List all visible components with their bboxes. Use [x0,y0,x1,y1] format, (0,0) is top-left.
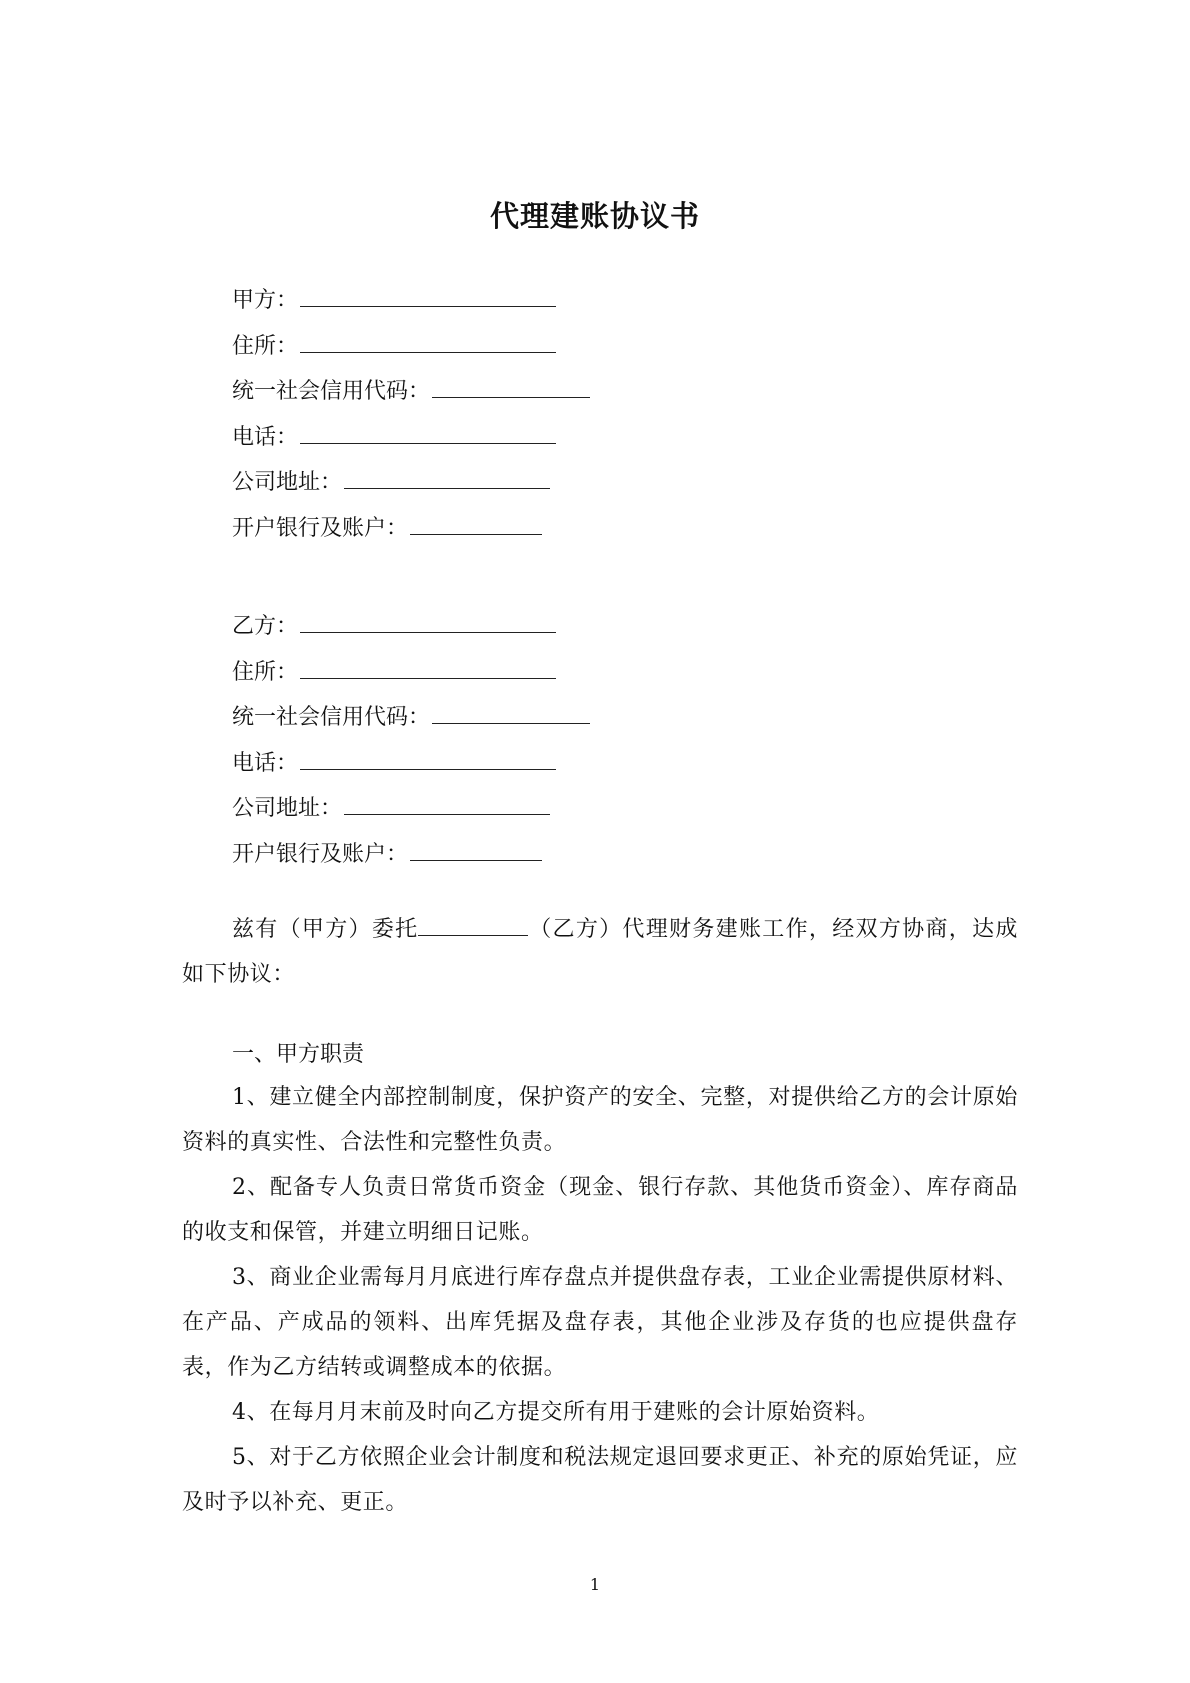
party-b-credit-code-label: 统一社会信用代码： [232,705,431,730]
party-b-company-address-field [232,792,550,824]
party-a-credit-code-field [232,375,590,407]
party-b-phone-label: 电话： [232,751,299,776]
section1-item-3: 3、商业企业需每月月底进行库存盘点并提供盘存表，工业企业需提供原材料、在产品、产成品的领料、出库凭据及盘存表，其他企业涉及存货的也应提供盘存表，作为乙方结转或调整成本的依据。 [182,1265,1018,1380]
section1-heading: 一、甲方职责 [232,1042,365,1067]
party-a-credit-code-blank[interactable] [432,375,590,398]
party-b-credit-code-blank[interactable] [432,701,590,724]
party-a-name-label: 甲方： [232,288,299,313]
party-a-name-blank[interactable] [300,284,556,307]
party-a-phone-label: 电话： [232,425,299,450]
party-a-bank-account-field [232,512,542,544]
party-b-phone-field [232,747,556,779]
party-a-name-field [232,284,556,316]
party-b-phone-blank[interactable] [300,747,556,770]
party-b-name-label: 乙方： [232,614,299,639]
party-b-address-field [232,656,556,688]
intro-part1: 兹有（甲方）委托 [232,917,419,942]
party-a-bank-account-label: 开户银行及账户： [232,516,409,541]
section1-item-4: 4、在每月月末前及时向乙方提交所有用于建账的会计原始资料。 [232,1400,880,1425]
section1-item-1: 1、建立健全内部控制制度，保护资产的安全、完整，对提供给乙方的会计原始资料的真实性、合法性和完整性负责。 [182,1085,1018,1155]
party-b-company-address-label: 公司地址： [232,796,343,821]
party-b-company-address-blank[interactable] [344,792,550,815]
party-a-address-field [232,330,556,362]
party-b-address-blank[interactable] [300,656,556,679]
party-b-credit-code-field [232,701,590,733]
party-a-phone-field [232,421,556,453]
party-a-company-address-blank[interactable] [344,466,550,489]
party-b-bank-account-label: 开户银行及账户： [232,842,409,867]
party-a-company-address-label: 公司地址： [232,470,343,495]
page-number: 1 [589,1575,601,1594]
section1-item-2: 2、配备专人负责日常货币资金（现金、银行存款、其他货币资金）、库存商品的收支和保管，并建立明细日记账。 [182,1175,1018,1245]
party-b-name-field [232,610,556,642]
intro-paragraph [182,907,1018,997]
party-a-company-address-field [232,466,550,498]
document-title: 代理建账协议书 [489,199,700,233]
party-a-phone-blank[interactable] [300,421,556,444]
section1-item-5: 5、对于乙方依照企业会计制度和税法规定退回要求更正、补充的原始凭证，应及时予以补充、更正。 [182,1445,1018,1515]
intro-part2: （乙方）代理财务建账工作，经双方协商，达成如下协议： [182,917,1018,987]
party-a-credit-code-label: 统一社会信用代码： [232,379,431,404]
party-b-name-blank[interactable] [300,610,556,633]
party-b-address-label: 住所： [232,660,299,685]
party-a-address-blank[interactable] [300,330,556,353]
party-a-address-label: 住所： [232,334,299,359]
entrusted-party-blank[interactable] [418,915,528,936]
party-b-bank-account-blank[interactable] [410,838,542,861]
party-a-bank-account-blank[interactable] [410,512,542,535]
party-b-bank-account-field [232,838,542,870]
